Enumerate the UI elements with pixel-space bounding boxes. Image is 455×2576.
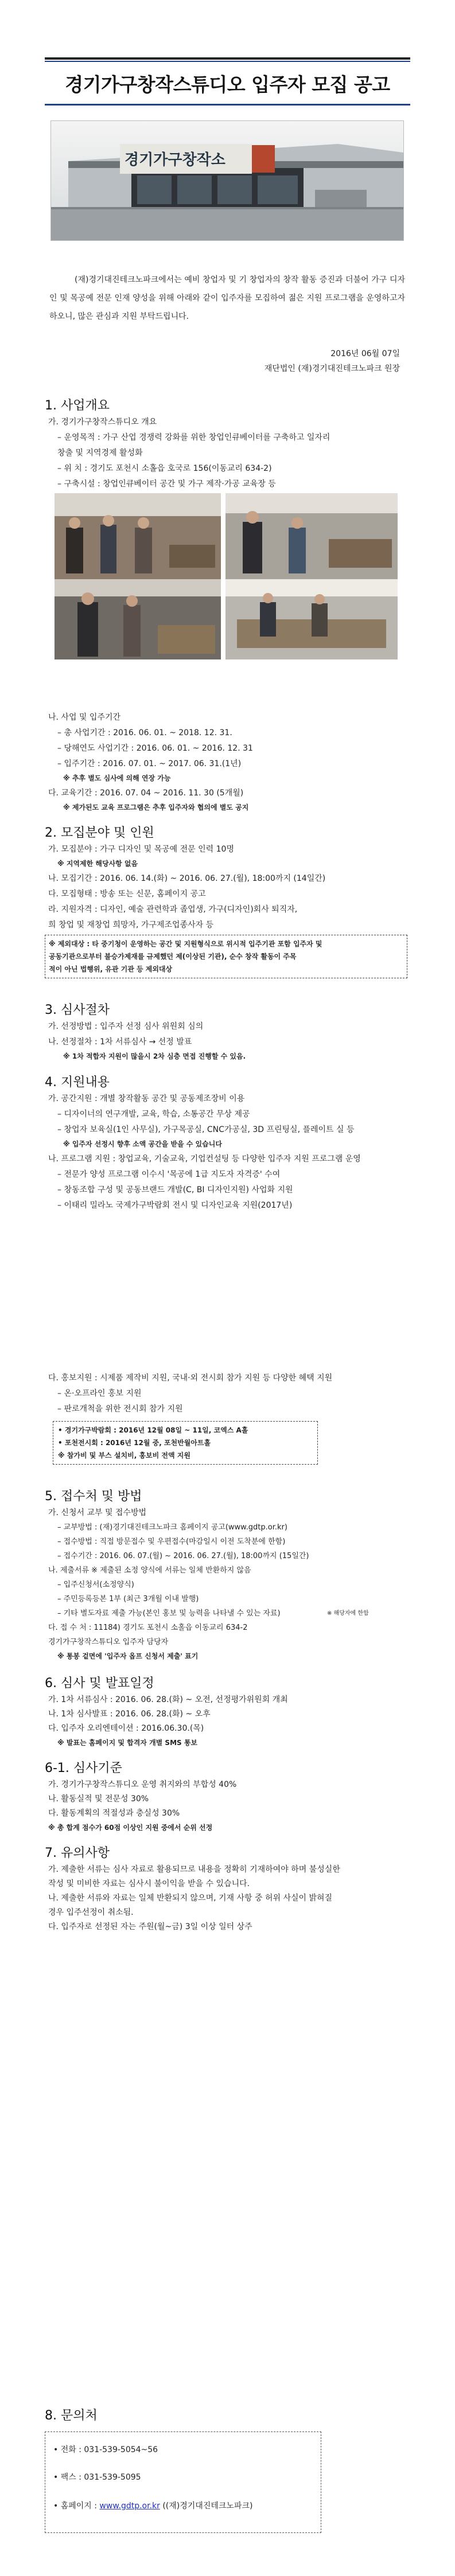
s2-line: 가. 모집분야 : 가구 디자인 및 목공예 전문 인력 10명 (48, 845, 234, 854)
page-title: 경기가구창작스튜디오 입주자 모집 공고 (65, 73, 390, 96)
exclusion-line: 적이 아닌 법행위, 유관 기관 등 제외대상 (49, 965, 173, 973)
s6-line: 나. 1차 심사발표 : 2016. 06. 28.(화) ~ 오후 (48, 1709, 211, 1719)
s6b-note: ※ 총 합계 점수가 60점 이상인 지원 중에서 순위 선정 (48, 1824, 213, 1832)
exhibition-line: ※ 참가비 및 부스 설치비, 홍보비 전액 지원 (58, 1451, 190, 1459)
intro-paragraph: (재)경기대진테크노파크에서는 예비 창업자 및 기 창업자의 창작 활동 증진과 더불어 가구 디자인 및 목공예 전문 인재 양성을 위해 아래와 같이 입주자를 모집하여 젊은 지원 프로그램을 운영하고자 하오니, 많은 관심과 지원 부탁드립니다. (49, 275, 405, 321)
homepage-label: • 홈페이지 : (53, 2501, 100, 2511)
section-heading-criteria: 6-1. 심사기준 (45, 1761, 122, 1775)
title-block (45, 57, 410, 106)
s4-line: 다. 홍보지원 : 시제품 제작비 지원, 국내·외 전시회 참가 지원 등 다양한 혜택 지원 (48, 1373, 333, 1383)
photo-workshop-2 (225, 493, 398, 579)
s6-note: ※ 발표는 홈페이지 및 합격자 개별 SMS 통보 (57, 1739, 198, 1747)
s5-line: 나. 제출서류 ※ 제출된 소정 양식에 서류는 일체 반환하지 않음 (48, 1566, 251, 1575)
s6-line: 가. 1차 서류심사 : 2016. 06. 28.(화) ~ 오전, 선정평가위원회 개최 (48, 1695, 288, 1704)
s5-line: – 기타 별도자료 제출 가능(본인 홍보 및 능력을 나타낼 수 있는 자료) (57, 1609, 281, 1618)
s2-line: 라. 지원자격 : 디자인, 예술 관련학과 졸업생, 가구(디자인)회사 퇴직자, (48, 905, 298, 914)
building-sign-text: 경기가구창작소 (125, 151, 225, 168)
section-heading-process: 3. 심사절차 (45, 1003, 110, 1017)
s4-line: – 판로개척을 위한 전시회 참가 지원 (57, 1404, 183, 1414)
section-heading-application: 5. 접수처 및 방법 (45, 1489, 142, 1504)
s4-line: – 창업자 보육실(1인 사무실), 가구목공실, CNC가공실, 3D 프린팅실, 플레이트 실 등 (57, 1125, 355, 1134)
s1-note: ※ 제가된도 교육 프로그램은 추후 입주자와 협의에 별도 공지 (63, 803, 249, 811)
s1-note: ※ 추후 별도 심사에 의해 연장 가능 (63, 774, 171, 782)
section-heading-contact: 8. 문의처 (45, 2409, 98, 2423)
s2-line: 나. 모집기간 : 2016. 06. 14.(화) ~ 2016. 06. 27.(월), 18:00까지 (14일간) (48, 874, 326, 883)
exhibition-line: • 포천전시회 : 2016년 12월 중, 포천반월아트홀 (58, 1439, 211, 1447)
s1-line: 가. 경기가구창작스튜디오 개요 (48, 417, 157, 427)
s3-note: ※ 1차 적합자 지원이 많을시 2차 심층 면접 진행할 수 있음. (63, 1052, 246, 1060)
workshop-photos (55, 487, 398, 659)
photo-workshop-1 (55, 493, 221, 579)
s1-line: – 총 사업기간 : 2016. 06. 01. ~ 2018. 12. 31. (57, 728, 232, 737)
s6-line: 다. 입주자 오리엔테이션 : 2016.06.30.(목) (48, 1724, 204, 1733)
contact-phone: • 전화 : 031-539-5054~56 (53, 2445, 158, 2454)
s7-line: 나. 제출한 서류와 자료는 일체 반환되지 않으며, 기재 사항 중 허위 사실이 밝혀질 (48, 1894, 333, 1903)
s4-line: – 디자이너의 연구개발, 교육, 학습, 소통공간 무상 제공 (57, 1110, 250, 1119)
s5-line: – 접수방법 : 직접 방문접수 및 우편접수(마감일시 이전 도착분에 한함) (57, 1537, 286, 1546)
s1-line: – 입주기간 : 2016. 07. 01. ~ 2017. 06. 31.(1년) (57, 759, 242, 768)
exclusion-line: 공동기관으로부터 불승가제재를 규제했던 제(이상된 기관), 순수 창작 활동이 주목 (49, 953, 297, 961)
s5-line: – 입주신청서(소정양식) (57, 1580, 134, 1589)
photo-workshop-3 (55, 579, 221, 659)
s5-note: ※ 통봉 겉면에 '입주자 옵프 신청서 제출' 표기 (57, 1652, 199, 1660)
s5-line: 다. 접 수 처 : 11184) 경기도 포천시 소홀읍 이동교리 634-2 (48, 1623, 248, 1632)
s4-line: – 이태리 밀라노 국제가구박람회 전시 및 디자인교육 지원(2017년) (57, 1201, 293, 1210)
section-heading-cautions: 7. 유의사항 (45, 1846, 110, 1860)
s2-note: ※ 지역제한 해당사항 없음 (57, 860, 138, 868)
section-heading-support: 4. 지원내용 (45, 1075, 110, 1090)
issuing-org: 재단법인 (재)경기대진테크노파크 원장 (264, 364, 400, 373)
s4-line: – 온·오프라인 홍보 지원 (57, 1389, 142, 1398)
s4-line: 나. 프로그램 지원 : 창업교육, 기술교육, 기업컨설팅 등 다양한 입주자 지원 프로그램 운영 (48, 1154, 361, 1164)
s3-line: 가. 선정방법 : 입주자 선정 심사 위원회 심의 (48, 1022, 204, 1031)
homepage-link[interactable]: www.gdtp.or.kr (99, 2501, 160, 2511)
s4-note: ※ 입주자 선정시 향후 소액 공간을 받을 수 있습니다 (63, 1140, 222, 1148)
exclusion-line: ※ 제외대상 : 타 중기청이 운영하는 공간 및 지원형식으로 위시적 입주기관 포함 입주자 및 (49, 940, 322, 948)
s5-line: – 주민등록등본 1부 (최근 3개월 이내 발행) (57, 1595, 199, 1603)
s5-line: 가. 신청서 교부 및 접수방법 (48, 1508, 147, 1517)
s7-line: 다. 입주자로 선정된 자는 주원(월~금) 3일 이상 일터 상주 (48, 1922, 252, 1931)
contact-fax: • 팩스 : 031-539-5095 (53, 2473, 141, 2482)
s1-line: 창출 및 지역경제 활성화 (57, 448, 143, 458)
section-heading-schedule: 6. 심사 및 발표일정 (45, 1676, 154, 1691)
s7-line: 경우 입주선정이 취소됨. (48, 1908, 134, 1917)
notice-date: 2016년 06월 07일 (330, 349, 400, 358)
s3-line: 나. 선정절차 : 1차 서류심사 → 선정 발표 (48, 1037, 192, 1047)
s1-line: – 당해연도 사업기간 : 2016. 06. 01. ~ 2016. 12. 31 (57, 744, 253, 753)
s2-line: 다. 모집형태 : 방송 또는 신문, 홈페이지 공고 (48, 889, 206, 899)
homepage-suffix: ((재)경기대진테크노파크) (160, 2501, 253, 2511)
exhibition-box (53, 1421, 318, 1465)
contact-homepage (53, 2500, 252, 2511)
s4-line: 가. 공간지원 : 개별 창작활동 공간 및 공동제조장비 이용 (48, 1094, 245, 1103)
s1-line: 나. 사업 및 입주기간 (48, 713, 120, 722)
contact-box (45, 2431, 321, 2533)
photo-workshop-4 (225, 579, 398, 659)
s4-line: – 전문가 양성 프로그램 이수시 '목공에 1급 지도자 자격증' 수여 (57, 1170, 281, 1179)
s5-inline-note: ※ 해당자에 한함 (327, 1610, 369, 1617)
s5-line: 경기가구창작스튜디오 입주자 담당자 (48, 1638, 169, 1646)
s6b-line: 가. 경기가구창작스튜디오 운영 취지와의 부합성 40% (48, 1780, 237, 1789)
exclusion-box (45, 935, 407, 978)
s2-line: 희 창업 및 재창업 희망자, 가구제조업종사자 등 (48, 920, 214, 930)
section-heading-recruit: 2. 모집분야 및 인원 (45, 826, 154, 840)
title-rule-bottom (45, 104, 410, 106)
s7-line: 작성 및 미비한 자료는 심사시 불이익을 받을 수 있습니다. (48, 1879, 250, 1888)
s4-line: – 창동조합 구성 및 공동브랜드 개발(C, BI 디자인지원) 사업화 지원 (57, 1185, 293, 1195)
building-photo (50, 120, 404, 241)
s1-line: – 운영목적 : 가구 산업 경쟁력 강화를 위한 창업인큐베이터를 구축하고 일자리 (57, 433, 330, 442)
exhibition-line: • 경기가구박람회 : 2016년 12월 08일 ~ 11일, 코엑스 A홀 (58, 1426, 248, 1434)
s1-line: – 위 치 : 경기도 포천시 소홀읍 호국로 156(이동교리 634-2) (57, 464, 272, 473)
section-heading-overview: 1. 사업개요 (45, 399, 110, 413)
s1-line: – 구축시설 : 창업인큐베이터 공간 및 가구 제작·가공 교육장 등 (57, 479, 276, 489)
s6b-line: 나. 활동실적 및 전문성 30% (48, 1794, 149, 1804)
s5-line: – 교부방법 : (재)경기대진테크노파크 홈페이지 공고(www.gdtp.or.kr) (57, 1523, 287, 1532)
s7-line: 가. 제출한 서류는 심사 자료로 활용되므로 내용을 정확히 기재하여야 하며 불성실한 (48, 1865, 340, 1874)
s5-line: – 접수기간 : 2016. 06. 07.(월) ~ 2016. 06. 27.(월), 18:00까지 (15일간) (57, 1552, 309, 1560)
building-illustration (51, 121, 403, 240)
title-rule-top (45, 57, 410, 60)
s1-line: 다. 교육기간 : 2016. 07. 04 ~ 2016. 11. 30 (5개월) (48, 789, 244, 798)
s6b-line: 다. 활동계획의 적절성과 충실성 30% (48, 1809, 180, 1818)
